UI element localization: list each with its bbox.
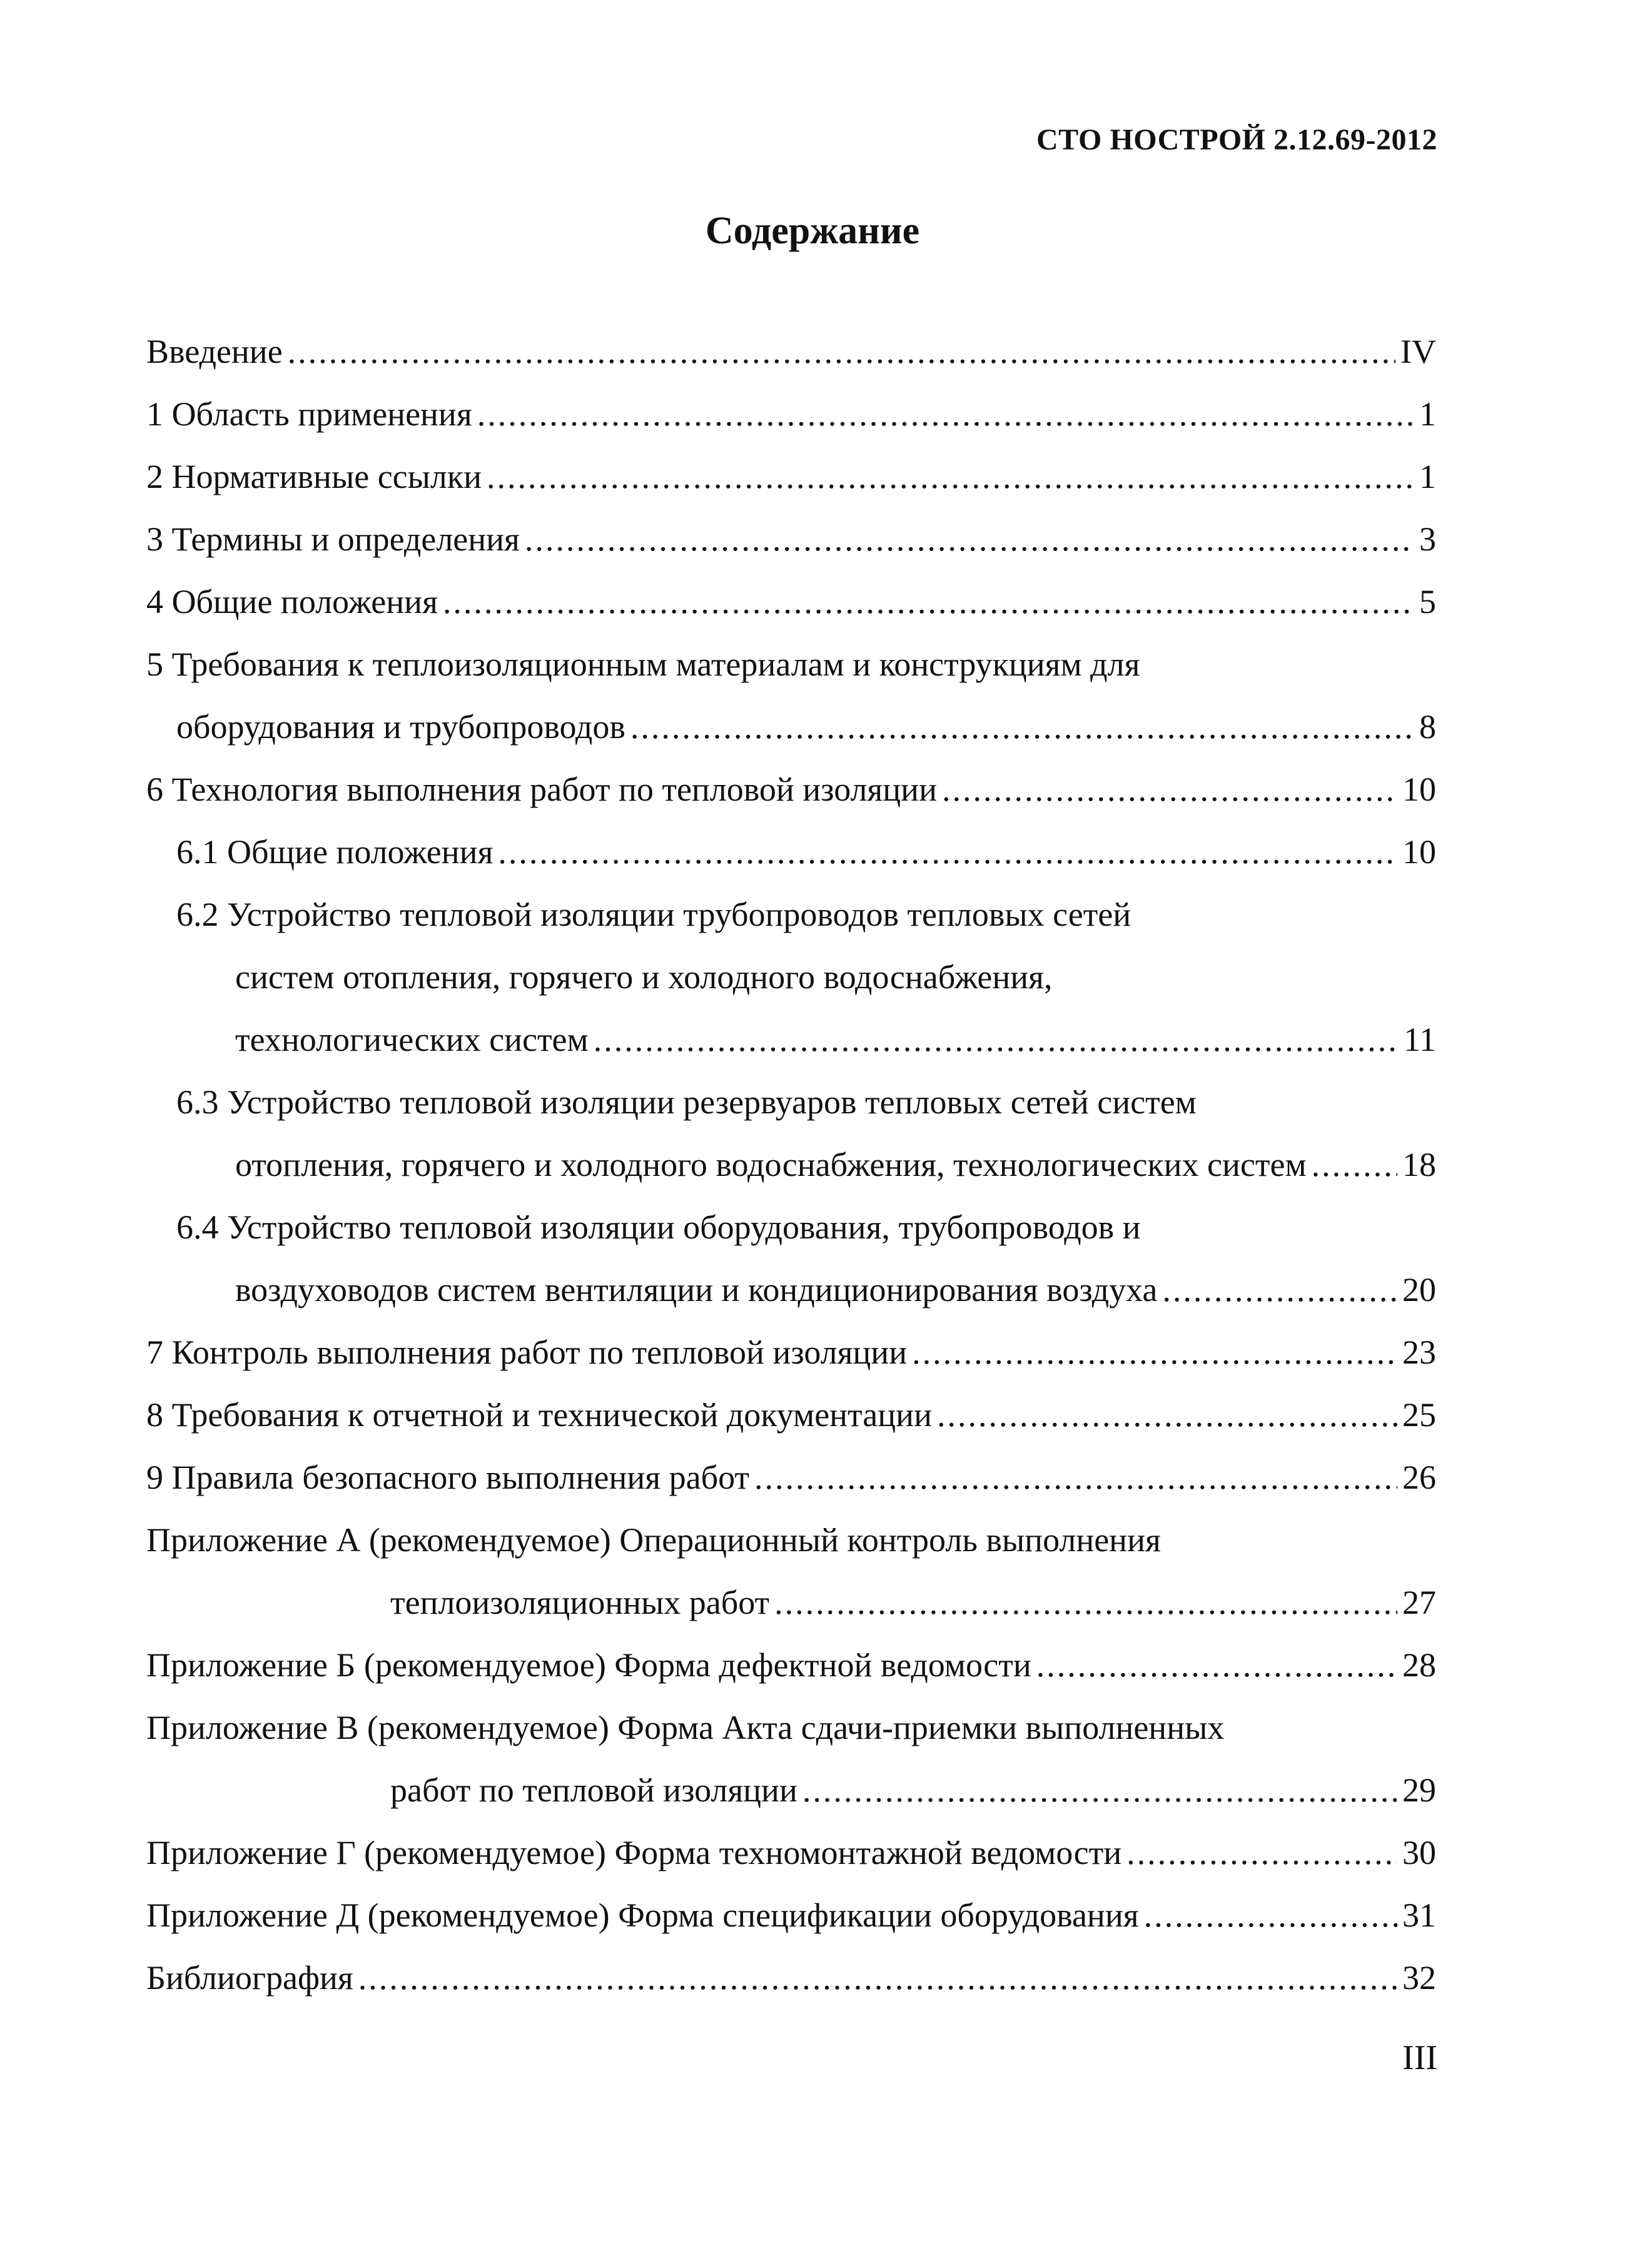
toc-entry-page: 18 <box>1402 1146 1436 1183</box>
toc-entry-page: 5 <box>1419 583 1436 620</box>
toc-entry <box>146 1133 1436 1196</box>
toc-entry-page: 32 <box>1402 1959 1436 1997</box>
toc-entry-page: 11 <box>1404 1021 1436 1058</box>
toc-entry-page: 1 <box>1419 395 1436 433</box>
toc-entry-page: 30 <box>1402 1834 1436 1871</box>
toc-entry-page: 28 <box>1402 1646 1436 1684</box>
toc-entry-title: Приложение Б (рекомендуемое) Форма дефектной ведомости <box>146 1646 1031 1684</box>
toc-leader-dots <box>912 1321 1397 1384</box>
toc-entry-title: 5 Требования к теплоизоляционным материалам и конструкциям для <box>146 645 1140 683</box>
toc-entry-page: 25 <box>1402 1396 1436 1434</box>
toc-leader-dots <box>358 1947 1397 2009</box>
toc-leader-dots <box>443 570 1414 633</box>
toc-entry-page: 29 <box>1402 1771 1436 1809</box>
toc-leader-dots <box>477 383 1414 445</box>
toc-entry-title: Приложение Г (рекомендуемое) Форма техномонтажной ведомости <box>146 1834 1122 1871</box>
toc-leader-dots <box>594 1008 1399 1071</box>
toc-entry-page: 10 <box>1402 833 1436 871</box>
toc-entry-title: теплоизоляционных работ <box>390 1584 770 1621</box>
toc-entry-title: 4 Общие положения <box>146 583 438 620</box>
toc-entry-title: 1 Область применения <box>146 395 472 433</box>
toc-entry-title: 7 Контроль выполнения работ по тепловой изоляции <box>146 1334 908 1371</box>
toc-entry-title: 6.3 Устройство тепловой изоляции резервуаров тепловых сетей систем <box>176 1083 1197 1121</box>
toc-entry <box>146 758 1436 821</box>
toc-entry <box>146 1321 1436 1384</box>
toc-entry <box>146 1071 1436 1133</box>
toc-entry <box>146 1821 1436 1884</box>
toc-leader-dots <box>630 696 1414 758</box>
toc-entry-page: 3 <box>1419 520 1436 558</box>
toc-entry <box>146 1759 1436 1821</box>
page-number: III <box>1402 2038 1437 2077</box>
toc-entry <box>146 508 1436 570</box>
toc-entry <box>146 633 1436 696</box>
toc-entry-title: работ по тепловой изоляции <box>390 1771 797 1809</box>
page-title: Содержание <box>705 210 920 252</box>
toc-entry <box>146 1446 1436 1509</box>
toc-leader-dots <box>1126 1821 1397 1884</box>
toc-entry-title: 6.2 Устройство тепловой изоляции трубопроводов тепловых сетей <box>176 896 1131 933</box>
toc-entry-title: воздуховодов систем вентиляции и кондиционирования воздуха <box>235 1271 1158 1309</box>
toc-entry-page: 27 <box>1402 1584 1436 1621</box>
toc-entry <box>146 946 1436 1008</box>
toc-entry-title: 6.4 Устройство тепловой изоляции оборудования, трубопроводов и <box>176 1208 1141 1246</box>
toc-entry-page: 10 <box>1402 771 1436 808</box>
toc-entry-page: 23 <box>1402 1334 1436 1371</box>
toc-leader-dots <box>802 1759 1397 1821</box>
toc-leader-dots <box>487 445 1414 508</box>
toc-leader-dots <box>498 821 1397 883</box>
toc-leader-dots <box>1312 1133 1397 1196</box>
toc-entry-title: Приложение А (рекомендуемое) Операционный контроль выполнения <box>146 1521 1161 1559</box>
toc-entry-title: 2 Нормативные ссылки <box>146 458 482 495</box>
toc-entry <box>146 821 1436 883</box>
toc-entry <box>146 1947 1436 2009</box>
toc-entry <box>146 1571 1436 1634</box>
toc-entry-title: 9 Правила безопасного выполнения работ <box>146 1459 749 1496</box>
toc-entry-title: Введение <box>146 333 283 370</box>
toc-entry <box>146 883 1436 946</box>
toc-entry-title: систем отопления, горячего и холодного водоснабжения, <box>235 958 1053 996</box>
toc-leader-dots <box>937 1384 1397 1446</box>
toc-entry-title: Приложение В (рекомендуемое) Форма Акта сдачи-приемки выполненных <box>146 1709 1225 1746</box>
toc-entry-title: 3 Термины и определения <box>146 520 520 558</box>
toc-entry-page: 8 <box>1419 708 1436 746</box>
toc-entry-title: технологических систем <box>235 1021 589 1058</box>
toc-entry-page: 20 <box>1402 1271 1436 1309</box>
toc-leader-dots <box>1162 1258 1397 1321</box>
toc-entry <box>146 1884 1436 1947</box>
toc-leader-dots <box>1144 1884 1397 1947</box>
toc-entry-title: Библиография <box>146 1959 353 1997</box>
toc-entry <box>146 1509 1436 1571</box>
toc-entry-title: 6.1 Общие положения <box>176 833 494 871</box>
toc-entry <box>146 383 1436 445</box>
toc-leader-dots <box>525 508 1414 570</box>
document-code: СТО НОСТРОЙ 2.12.69-2012 <box>1036 123 1437 156</box>
toc-entry-page: 31 <box>1402 1896 1436 1934</box>
toc-entry <box>146 1384 1436 1446</box>
toc-leader-dots <box>288 320 1395 383</box>
toc-entry-page: IV <box>1400 333 1436 370</box>
toc-entry-title: отопления, горячего и холодного водоснабжения, технологических систем <box>235 1146 1307 1183</box>
toc-entry <box>146 320 1436 383</box>
toc-entry <box>146 1196 1436 1258</box>
toc-entry-page: 1 <box>1419 458 1436 495</box>
toc-entry-title: Приложение Д (рекомендуемое) Форма спецификации оборудования <box>146 1896 1139 1934</box>
toc-leader-dots <box>942 758 1397 821</box>
toc-entry <box>146 1258 1436 1321</box>
toc-entry <box>146 1008 1436 1071</box>
toc-entry-page: 26 <box>1402 1459 1436 1496</box>
toc-entry <box>146 445 1436 508</box>
table-of-contents <box>146 320 1436 2009</box>
toc-entry-title: 8 Требования к отчетной и технической документации <box>146 1396 932 1434</box>
toc-entry <box>146 696 1436 758</box>
toc-leader-dots <box>754 1446 1397 1509</box>
toc-entry <box>146 1696 1436 1759</box>
toc-entry <box>146 570 1436 633</box>
toc-entry-title: 6 Технология выполнения работ по тепловой изоляции <box>146 771 937 808</box>
toc-entry-title: оборудования и трубопроводов <box>176 708 625 746</box>
toc-leader-dots <box>1036 1634 1397 1696</box>
toc-leader-dots <box>774 1571 1397 1634</box>
toc-entry <box>146 1634 1436 1696</box>
